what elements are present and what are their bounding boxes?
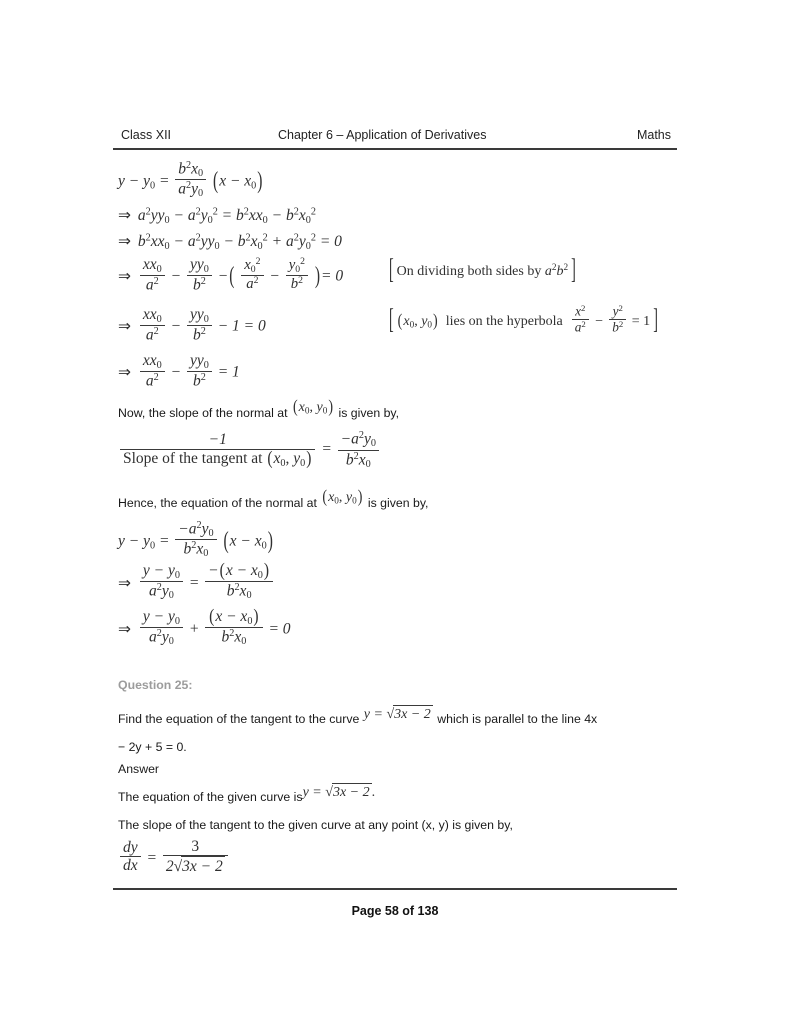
question-label-text: Question 25:	[118, 678, 193, 692]
normal-slope-sentence	[118, 397, 400, 424]
equation-normal-3-math: ⇒ $\frac{y - y_0}{a^2y_0}$ + $\frac{(x - x_0)}{b^2x_0}$ = 0	[118, 605, 291, 648]
answer-line-1	[118, 786, 375, 808]
normal-slope-point: ($x_0$, $y_0$)	[292, 397, 334, 417]
note-2	[386, 303, 661, 338]
answer-line-1-prefix: The equation of the given curve is	[118, 790, 303, 804]
equation-normal-3	[118, 605, 291, 650]
question-text-line2	[118, 736, 187, 758]
equation-1	[118, 159, 263, 202]
footer-page-number: Page 58 of 138	[351, 904, 439, 918]
header-class: Class XII	[121, 128, 172, 142]
page-header	[113, 128, 677, 150]
equation-3-math: ⇒ $b^2xx_0 - a^2yy_0 - b^2x_0^2 + a^2y_0^2 = 0$	[118, 232, 342, 252]
answer-curve-expression: y = √3x − 2 .	[302, 784, 376, 800]
note-2-math: [ ($x_0$, $y_0$) lies on the hyperbola $\frac{x^2}{a^2}$ − $\frac{y^2}{b^2}$ = 1 ]	[389, 303, 658, 337]
header-divider	[113, 148, 677, 150]
answer-line-2-text: The slope of the tangent to the given curve at any point (x, y) is given by,	[118, 818, 513, 832]
note-1-math: [ On dividing both sides by $a^2b^2$ ]	[389, 255, 576, 286]
normal-equation-sentence	[118, 487, 429, 514]
equation-2-math: ⇒ $a^2yy_0 - a^2y_0^2 = b^2xx_0 - b^2x_0^2$	[118, 206, 316, 226]
normal-equation-suffix: is given by,	[367, 496, 429, 510]
equation-3	[118, 232, 342, 252]
equation-5-math: ⇒ $\frac{xx_0}{a^2}$ − $\frac{yy_0}{b^2}$ − 1 = 0	[118, 305, 266, 344]
normal-slope-equation-math: $\frac{-1}{Slope of the tangent at (x_0, y_0)}$ = $\frac{-a^2y_0}{b^2x_0}$	[118, 430, 381, 470]
answer-label-text: Answer	[118, 762, 160, 776]
footer-divider	[113, 888, 677, 890]
equation-5	[118, 305, 266, 346]
normal-slope-equation	[118, 430, 381, 470]
equation-normal-1-math: $y - y_0$ = $\frac{-a^2y_0}{b^2x_0}$ $(x - x_0)$	[118, 519, 273, 560]
equation-6-math: ⇒ $\frac{xx_0}{a^2}$ − $\frac{yy_0}{b^2}$ = 1	[118, 351, 240, 390]
normal-equation-prefix: Hence, the equation of the normal at	[118, 496, 317, 510]
answer-label	[118, 758, 159, 780]
equation-4-math: ⇒ $\frac{xx_0}{a^2}$ − $\frac{yy_0}{b^2}$ −( $\frac{x_0^2}{a^2}$ − $\frac{y_0^2}{b^2}$ )= 0	[118, 255, 344, 294]
equation-2	[118, 206, 316, 226]
header-subject: Maths	[636, 128, 671, 142]
equation-1-math: $y - y_0$ = $\frac{b^2x_0}{a^2y_0}$ $(x - x_0)$	[118, 159, 263, 200]
normal-equation-point: ($x_0$, $y_0$)	[322, 487, 363, 507]
equation-normal-2-math: ⇒ $\frac{y - y_0}{a^2y_0}$ = $\frac{-(x - x_0)}{b^2x_0}$	[118, 564, 275, 604]
question-text-part2: which is parallel to the line 4x	[437, 712, 598, 726]
question-text	[118, 708, 678, 730]
question-label	[118, 676, 192, 694]
normal-slope-prefix: Now, the slope of the normal at	[118, 406, 288, 420]
equation-normal-2	[118, 559, 275, 604]
question-text-part1: Find the equation of the tangent to the curve	[118, 712, 360, 726]
header-chapter: Chapter 6 – Application of Derivatives	[278, 128, 487, 142]
derivative-equation	[118, 837, 230, 878]
equation-6	[118, 351, 240, 392]
question-curve-expression: y = √3x − 2	[363, 706, 431, 722]
answer-line-2	[118, 814, 513, 836]
equation-normal-1	[118, 519, 274, 562]
note-1	[386, 255, 579, 286]
normal-slope-suffix: is given by,	[338, 406, 400, 420]
derivative-equation-math: $\frac{dy}{dx}$ = $\frac{3}{2√3x - 2}$	[118, 840, 230, 878]
question-text-line2-text: − 2y + 5 = 0.	[118, 740, 187, 754]
equation-4	[118, 255, 344, 296]
